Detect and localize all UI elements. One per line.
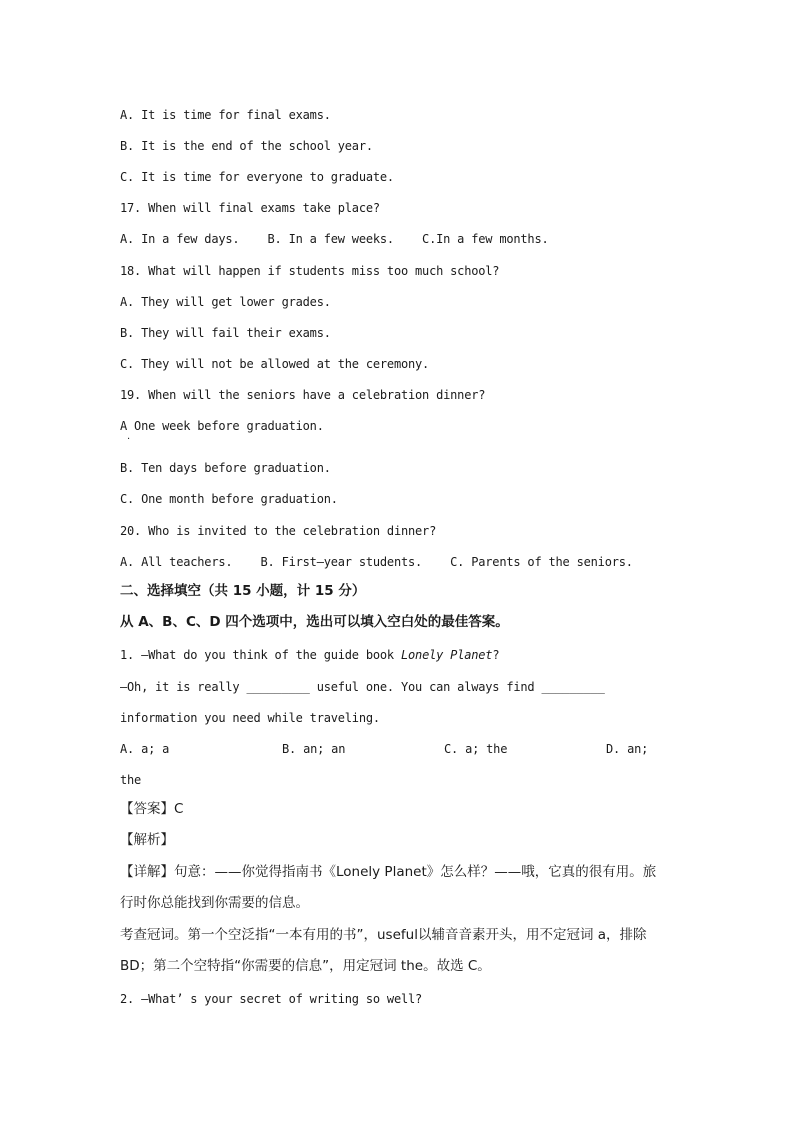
q19-option-a: A One week before graduation. (120, 419, 324, 433)
p1-answer-line: —Oh, it is really _________ useful one. You can always find _________ (120, 680, 605, 694)
detail-line-2: 行时你总能找到你需要的信息。 (120, 895, 309, 911)
q17-options: A. In a few days. B. In a few weeks. C.In a few months. (120, 232, 549, 246)
q18-option-a: A. They will get lower grades. (120, 295, 331, 309)
p1-option-b: B. an; an (282, 742, 346, 756)
p1-answer-line-cont: information you need while traveling. (120, 711, 380, 725)
q17-question: 17. When will final exams take place? (120, 201, 380, 215)
detail-line-3: 考查冠词。第一个空泛指“一本有用的书”，useful以辅音音素开头，用不定冠词 a，排除 (120, 927, 647, 943)
p1-option-a: A. a; a (120, 742, 170, 756)
q16-option-b: B. It is the end of the school year. (120, 139, 373, 153)
q18-question: 18. What will happen if students miss too much school? (120, 264, 500, 278)
q19-stray-dot: · (127, 434, 131, 445)
q19-option-c: C. One month before graduation. (120, 492, 338, 506)
q16-option-c: C. It is time for everyone to graduate. (120, 170, 394, 184)
p1-option-d-cont: the (120, 773, 142, 787)
detail-line-1: 【详解】句意：——你觉得指南书《Lonely Planet》怎么样？——哦，它真的很有用。旅 (120, 864, 657, 880)
p1-question-pre: 1. —What do you think of the guide book (120, 648, 401, 662)
p1-option-d: D. an; (606, 742, 649, 756)
q16-option-a: A. It is time for final exams. (120, 108, 331, 122)
p1-question (120, 647, 499, 663)
q18-option-b: B. They will fail their exams. (120, 326, 331, 340)
p1-question-post: ? (492, 648, 500, 662)
answer-label: 【答案】C (120, 801, 184, 817)
analysis-label: 【解析】 (120, 832, 174, 848)
section-instruction: 从 A、B、C、D 四个选项中，选出可以填入空白处的最佳答案。 (120, 614, 509, 630)
p2-question: 2. —What’ s your secret of writing so well? (120, 992, 423, 1006)
q19-option-b: B. Ten days before graduation. (120, 461, 331, 475)
p1-option-c: C. a; the (444, 742, 508, 756)
detail-line-4: BD；第二个空特指“你需要的信息”，用定冠词 the。故选 C。 (120, 958, 491, 974)
q20-question: 20. Who is invited to the celebration dinner? (120, 524, 437, 538)
q19-question: 19. When will the seniors have a celebration dinner? (120, 388, 486, 402)
q20-options: A. All teachers. B. First—year students. C. Parents of the seniors. (120, 555, 633, 569)
q18-option-c: C. They will not be allowed at the ceremony. (120, 357, 430, 371)
section-title: 二、选择填空（共 15 小题，计 15 分） (120, 583, 366, 599)
p1-question-book-title: Lonely Planet (401, 648, 493, 662)
